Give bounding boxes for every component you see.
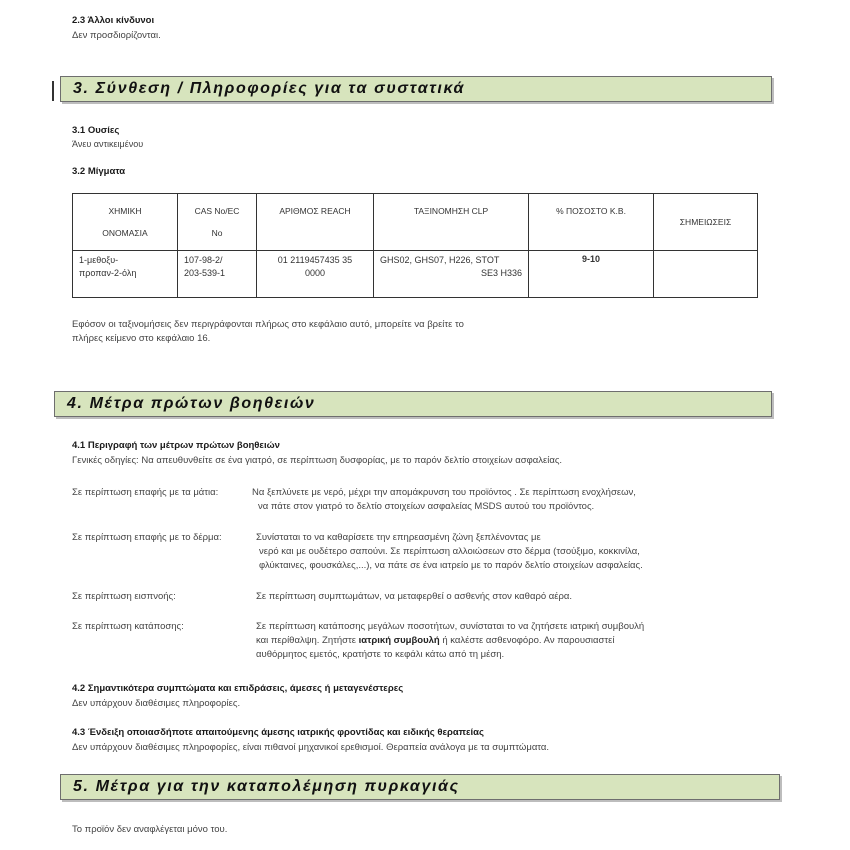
skin-contact-text-2: νερό και με ουδέτερο σαπούνι. Σε περίπτωση αλλοιώσεων στο δέρμα (τσούξιμο, κοκκινίλα, [259,546,640,557]
section-5-title: 5. Μέτρα για την καταπολέμηση πυρκαγιάς [73,778,460,795]
header-cas-line2: No [211,228,223,238]
cell-cas-line1: 107-98-2/ [184,255,223,265]
cell-cas [178,251,257,298]
section-3-title: 3. Σύνθεση / Πληροφορίες για τα συστατικά [73,80,466,97]
header-cas-line1: CAS No/EC [194,206,240,216]
table-header-row [73,194,758,251]
ingestion-text-2-pre: και περίθαλψη. Ζητήστε [256,635,359,646]
ingestion-text-3: αυθόρμητος εμετός, κρατήστε το κεφάλι κάτω από τη μέση. [256,649,505,660]
subsection-4-2-title: 4.2 Σημαντικότερα συμπτώματα και επιδράσεις, άμεσες ή μεταγενέστερες [72,683,404,694]
cell-reach-line2: 0000 [304,268,326,278]
header-cas [178,194,257,251]
cell-reach [257,251,374,298]
subsection-4-1-title: 4.1 Περιγραφή των μέτρων πρώτων βοηθειών [72,440,280,451]
skin-contact-label: Σε περίπτωση επαφής με το δέρμα: [72,532,222,543]
ingestion-text-2-post: ή καλέστε ασθενοφόρο. Αν παρουσιαστεί [439,635,615,646]
mixture-table [72,193,758,298]
cell-clp [374,251,529,298]
cell-chemical-name-line1: 1-μεθοξυ- [79,255,119,265]
footnote-line-1: Εφόσον οι ταξινομήσεις δεν περιγράφονται πλήρως στο κεφάλαιο αυτό, μπορείτε να βρείτε το [72,319,464,330]
section-4-title: 4. Μέτρα πρώτων βοηθειών [67,395,316,412]
ingestion-text-1: Σε περίπτωση κατάποσης μεγάλων ποσοτήτων, συνίσταται το να ζητήσετε ιατρική συμβουλή [256,621,645,632]
section-3-header [60,76,772,102]
skin-contact-text-1: Συνίσταται το να καθαρίσετε την επηρεασμένη ζώνη ξεπλένοντας με [256,532,541,543]
subsection-4-2-text: Δεν υπάρχουν διαθέσιμες πληροφορίες. [72,698,241,709]
cell-reach-line1: 01 2119457435 35 [277,255,353,265]
header-chemical-name-line1: ΧΗΜΙΚΗ [108,206,142,216]
section-3-footnote [72,318,464,346]
cell-clp-line2: SE3 H336 [480,268,522,278]
section-3-margin-mark [52,81,54,101]
section-5-text: Το προϊόν δεν αναφλέγεται μόνο του. [72,824,228,835]
subsection-2-3-text: Δεν προσδιορίζονται. [72,30,161,41]
ingestion-label: Σε περίπτωση κατάποσης: [72,621,184,632]
header-notes-text: ΣΗΜΕΙΩΣΕΙΣ [679,217,732,227]
subsection-4-3-text: Δεν υπάρχουν διαθέσιμες πληροφορίες, είναι πιθανοί μηχανικοί ερεθισμοί. Θεραπεία ανάλογα με τα συμπτώματα. [72,742,550,753]
header-percent-text: % ΠΟΣΟΣΤΟ Κ.Β. [556,206,626,216]
header-notes [654,194,758,251]
subsection-2-3-title: 2.3 Άλλοι κίνδυνοι [72,15,155,26]
inhalation-label: Σε περίπτωση εισπνοής: [72,591,176,602]
eyes-contact-label: Σε περίπτωση επαφής με τα μάτια: [72,487,219,498]
header-reach [257,194,374,251]
cell-clp-line1: GHS02, GHS07, H226, STOT [380,255,500,265]
header-chemical-name-line2: ΟΝΟΜΑΣΙΑ [102,228,148,238]
section-4-header [54,391,772,417]
cell-cas-line2: 203-539-1 [184,268,226,278]
cell-chemical-name-line2: προπαν-2-όλη [79,268,137,278]
cell-chemical-name [73,251,178,298]
section-5-header [60,774,780,800]
eyes-contact-text-2: να πάτε στον γιατρό το δελτίο στοιχείων ασφαλείας MSDS αυτού του προϊόντος. [258,501,595,512]
table-row [73,251,758,298]
subsection-4-3-title: 4.3 Ένδειξη οποιασδήποτε απαιτούμενης άμεσης ιατρικής φροντίδας και ειδικής θεραπείας [72,727,484,738]
skin-contact-text-3: φλύκταινες, φουσκάλες,...), να πάτε σε ένα ιατρείο με το παρόν δελτίο στοιχείων ασφαλείας. [259,560,643,571]
header-reach-text: ΑΡΙΘΜΟΣ REACH [279,206,351,216]
inhalation-text: Σε περίπτωση συμπτωμάτων, να μεταφερθεί ο ασθενής στον καθαρό αέρα. [256,591,573,602]
header-clp-text: ΤΑΞΙΝΟΜΗΣΗ CLP [413,206,489,216]
header-percent [529,194,654,251]
ingestion-text-2-bold: ιατρική συμβουλή [358,635,440,646]
cell-notes [654,251,758,298]
eyes-contact-text-1: Να ξεπλύνετε με νερό, μέχρι την απομάκρυνση του προϊόντος . Σε περίπτωση ενοχλήσεων, [252,487,636,498]
subsection-4-1-text: Γενικές οδηγίες: Να απευθυνθείτε σε ένα γιατρό, σε περίπτωση δυσφορίας, με το παρόν δελτίο στοιχείων ασφαλείας. [72,455,563,466]
subsection-3-1-title: 3.1 Ουσίες [72,125,120,136]
subsection-3-1-text: Άνευ αντικειμένου [72,139,144,149]
footnote-line-2: πλήρες κείμενο στο κεφάλαιο 16. [72,333,211,344]
ingestion-text-2 [256,634,614,648]
cell-percent: 9-10 [529,251,654,298]
header-clp [374,194,529,251]
subsection-3-2-title: 3.2 Μίγματα [72,166,126,177]
header-chemical-name [73,194,178,251]
